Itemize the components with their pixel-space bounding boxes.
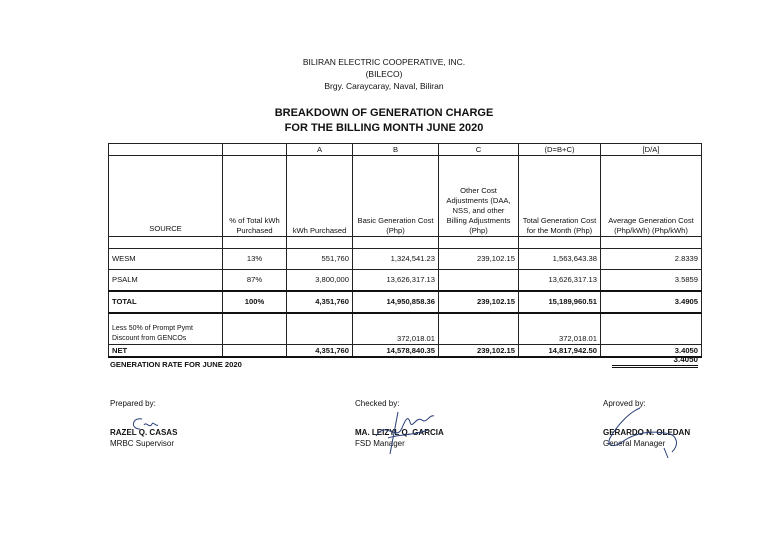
row-source: PSALM — [109, 270, 223, 292]
prepared-by-name: RAZEL Q. CASAS — [110, 428, 178, 437]
checked-by-position: FSD Manager — [355, 439, 405, 448]
prepared-by-label: Prepared by: — [110, 399, 156, 408]
spacer-row — [109, 237, 702, 249]
col-letter-d: (D=B+C) — [519, 144, 601, 156]
row-other — [439, 270, 519, 292]
checked-signature-icon — [368, 408, 438, 460]
net-avg: 3.4050 — [601, 345, 702, 358]
row-avg: 3.5859 — [601, 270, 702, 292]
col-letter-a: A — [287, 144, 353, 156]
doc-title-line2: FOR THE BILLING MONTH JUNE 2020 — [284, 122, 484, 134]
discount-row — [109, 313, 702, 345]
total-other: 239,102.15 — [439, 291, 519, 313]
header-total: Total Generation Cost for the Month (Php) — [519, 156, 601, 237]
discount-source: Less 50% of Prompt Pymt Discount from GENCOs — [109, 313, 223, 345]
total-total: 15,189,960.51 — [519, 291, 601, 313]
net-kwh: 4,351,760 — [287, 345, 353, 358]
org-short-name: (BILECO) — [365, 69, 403, 79]
header-other: Other Cost Adjustments (DAA, NSS, and other Billing Adjustments (Php) — [439, 156, 519, 237]
generation-rate-label: GENERATION RATE FOR JUNE 2020 — [110, 360, 242, 369]
row-basic: 13,626,317.13 — [353, 270, 439, 292]
row-basic: 1,324,541.23 — [353, 249, 439, 270]
doc-title-line1: BREAKDOWN OF GENERATION CHARGE — [274, 107, 494, 119]
net-basic: 14,578,840.35 — [353, 345, 439, 358]
total-source: TOTAL — [109, 291, 223, 313]
discount-basic: 372,018.01 — [353, 313, 439, 345]
generation-charge-table — [108, 143, 702, 358]
checked-by-name: MA. LEIZYL Q. GARCIA — [355, 428, 444, 437]
net-other: 239,102.15 — [439, 345, 519, 358]
table-row — [109, 249, 702, 270]
total-avg: 3.4905 — [601, 291, 702, 313]
prepared-by-position: MRBC Supervisor — [110, 439, 175, 448]
col-letter-b: B — [353, 144, 439, 156]
org-name: BILIRAN ELECTRIC COOPERATIVE, INC. — [302, 57, 466, 67]
row-kwh: 3,800,000 — [287, 270, 353, 292]
prepared-signature-icon — [128, 415, 160, 433]
total-basic: 14,950,858.36 — [353, 291, 439, 313]
row-pct: 87% — [223, 270, 287, 292]
table-row — [109, 270, 702, 292]
header-pct: % of Total kWh Purchased — [223, 156, 287, 237]
total-pct: 100% — [223, 291, 287, 313]
discount-total: 372,018.01 — [519, 313, 601, 345]
header-avg: Average Generation Cost (Php/kWh) (Php/kWh) — [601, 156, 702, 237]
row-avg: 2.8339 — [601, 249, 702, 270]
header-kwh: kWh Purchased — [287, 156, 353, 237]
checked-by-label: Checked by: — [355, 399, 400, 408]
approved-by-label: Aproved by: — [603, 399, 646, 408]
generation-rate-value: 3.4050 — [612, 355, 698, 368]
total-row — [109, 291, 702, 313]
header-source: SOURCE — [109, 156, 223, 237]
col-letter-avg: [D/A] — [601, 144, 702, 156]
row-total: 13,626,317.13 — [519, 270, 601, 292]
net-total: 14,817,942.50 — [519, 345, 601, 358]
column-header-row — [109, 156, 702, 237]
header-basic: Basic Generation Cost (Php) — [353, 156, 439, 237]
approved-by-position: General Manager — [603, 439, 666, 448]
approved-by-name: GERARDO N. OLEDAN — [603, 428, 691, 437]
row-other: 239,102.15 — [439, 249, 519, 270]
row-kwh: 551,760 — [287, 249, 353, 270]
row-pct: 13% — [223, 249, 287, 270]
column-letter-row — [109, 144, 702, 156]
net-source: NET — [109, 345, 223, 358]
row-total: 1,563,643.38 — [519, 249, 601, 270]
total-kwh: 4,351,760 — [287, 291, 353, 313]
row-source: WESM — [109, 249, 223, 270]
org-address: Brgy. Caraycaray, Naval, Biliran — [324, 81, 444, 91]
approved-signature-icon — [600, 404, 690, 464]
col-letter-c: C — [439, 144, 519, 156]
